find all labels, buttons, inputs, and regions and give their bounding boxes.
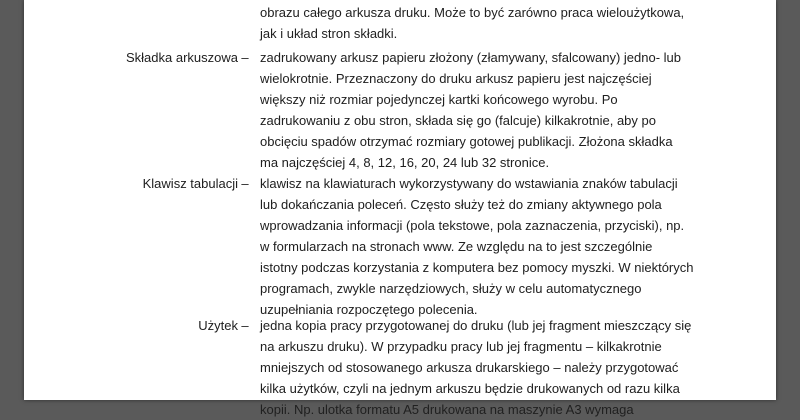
glossary-term <box>24 173 250 194</box>
term-label: Klawisz tabulacji <box>142 176 238 191</box>
definition-text[interactable] <box>260 173 730 320</box>
definition-line: wprowadzania informacji (pola tekstowe, pola zaznaczenia, przyciski), np. <box>260 218 685 233</box>
term-dash: – <box>241 176 249 191</box>
definition-line: zadrukowaniu z obu stron, składa się go (falcuje) kilkakrotnie, aby po <box>260 113 656 128</box>
definition-line: jak i układ stron składki. <box>260 26 398 41</box>
definition-line: w formularzach na stronach www. Ze względu na to jest szczególnie <box>260 239 653 254</box>
term-dash: – <box>241 50 249 65</box>
definition-text[interactable] <box>260 315 730 420</box>
definition-line: mniejszych od stosowanego arkusza drukarskiego – należy przygotować <box>260 360 679 375</box>
definition-text[interactable] <box>260 47 730 173</box>
definition-line: wielokrotnie. Przeznaczony do druku arkusz papieru jest najczęściej <box>260 71 652 86</box>
definition-line: uzupełniania rozpoczętego polecenia. <box>260 302 478 317</box>
definition-line: obrazu całego arkusza druku. Może to być zarówno praca wieloużytkowa, <box>260 5 685 20</box>
term-dash: – <box>241 318 249 333</box>
definition-line: kilka użytków, czyli na jednym arkuszu będzie drukowanych od razu kilka <box>260 381 680 396</box>
definition-line: istotny podczas korzystania z komputera bez pomocy myszki. W niektórych <box>260 260 694 275</box>
term-label: Składka arkuszowa <box>126 50 238 65</box>
definition-line: obcięciu spadów otrzymać rozmiary gotowej publikacji. Złożona składka <box>260 134 673 149</box>
glossary-term <box>24 315 250 336</box>
definition-line: lub dokańczania poleceń. Często służy też do zmiany aktywnego pola <box>260 197 662 212</box>
term-label: Użytek <box>198 318 238 333</box>
definition-line: jedna kopia pracy przygotowanej do druku (lub jej fragment mieszczący się <box>260 318 692 333</box>
definition-line: zadrukowany arkusz papieru złożony (złamywany, sfalcowany) jedno- lub <box>260 50 682 65</box>
definition-line: kopii. Np. ulotka formatu A5 drukowana na maszynie A3 wymaga <box>260 402 634 417</box>
document-page[interactable] <box>24 0 776 417</box>
definition-line: ma najczęściej 4, 8, 12, 16, 20, 24 lub 32 stronice. <box>260 155 550 170</box>
definition-line: na arkuszu druku). W przypadku pracy lub jej fragmentu – kilkakrotnie <box>260 339 662 354</box>
definition-line: klawisz na klawiaturach wykorzystywany do wstawiania znaków tabulacji <box>260 176 678 191</box>
definition-line: programach, zwykle narzędziowych, służy w celu automatycznego <box>260 281 642 296</box>
definition-line: większy niż rozmiar pojedynczej kartki końcowego wyrobu. Po <box>260 92 618 107</box>
definition-text[interactable] <box>260 2 730 44</box>
glossary-term <box>24 47 250 68</box>
